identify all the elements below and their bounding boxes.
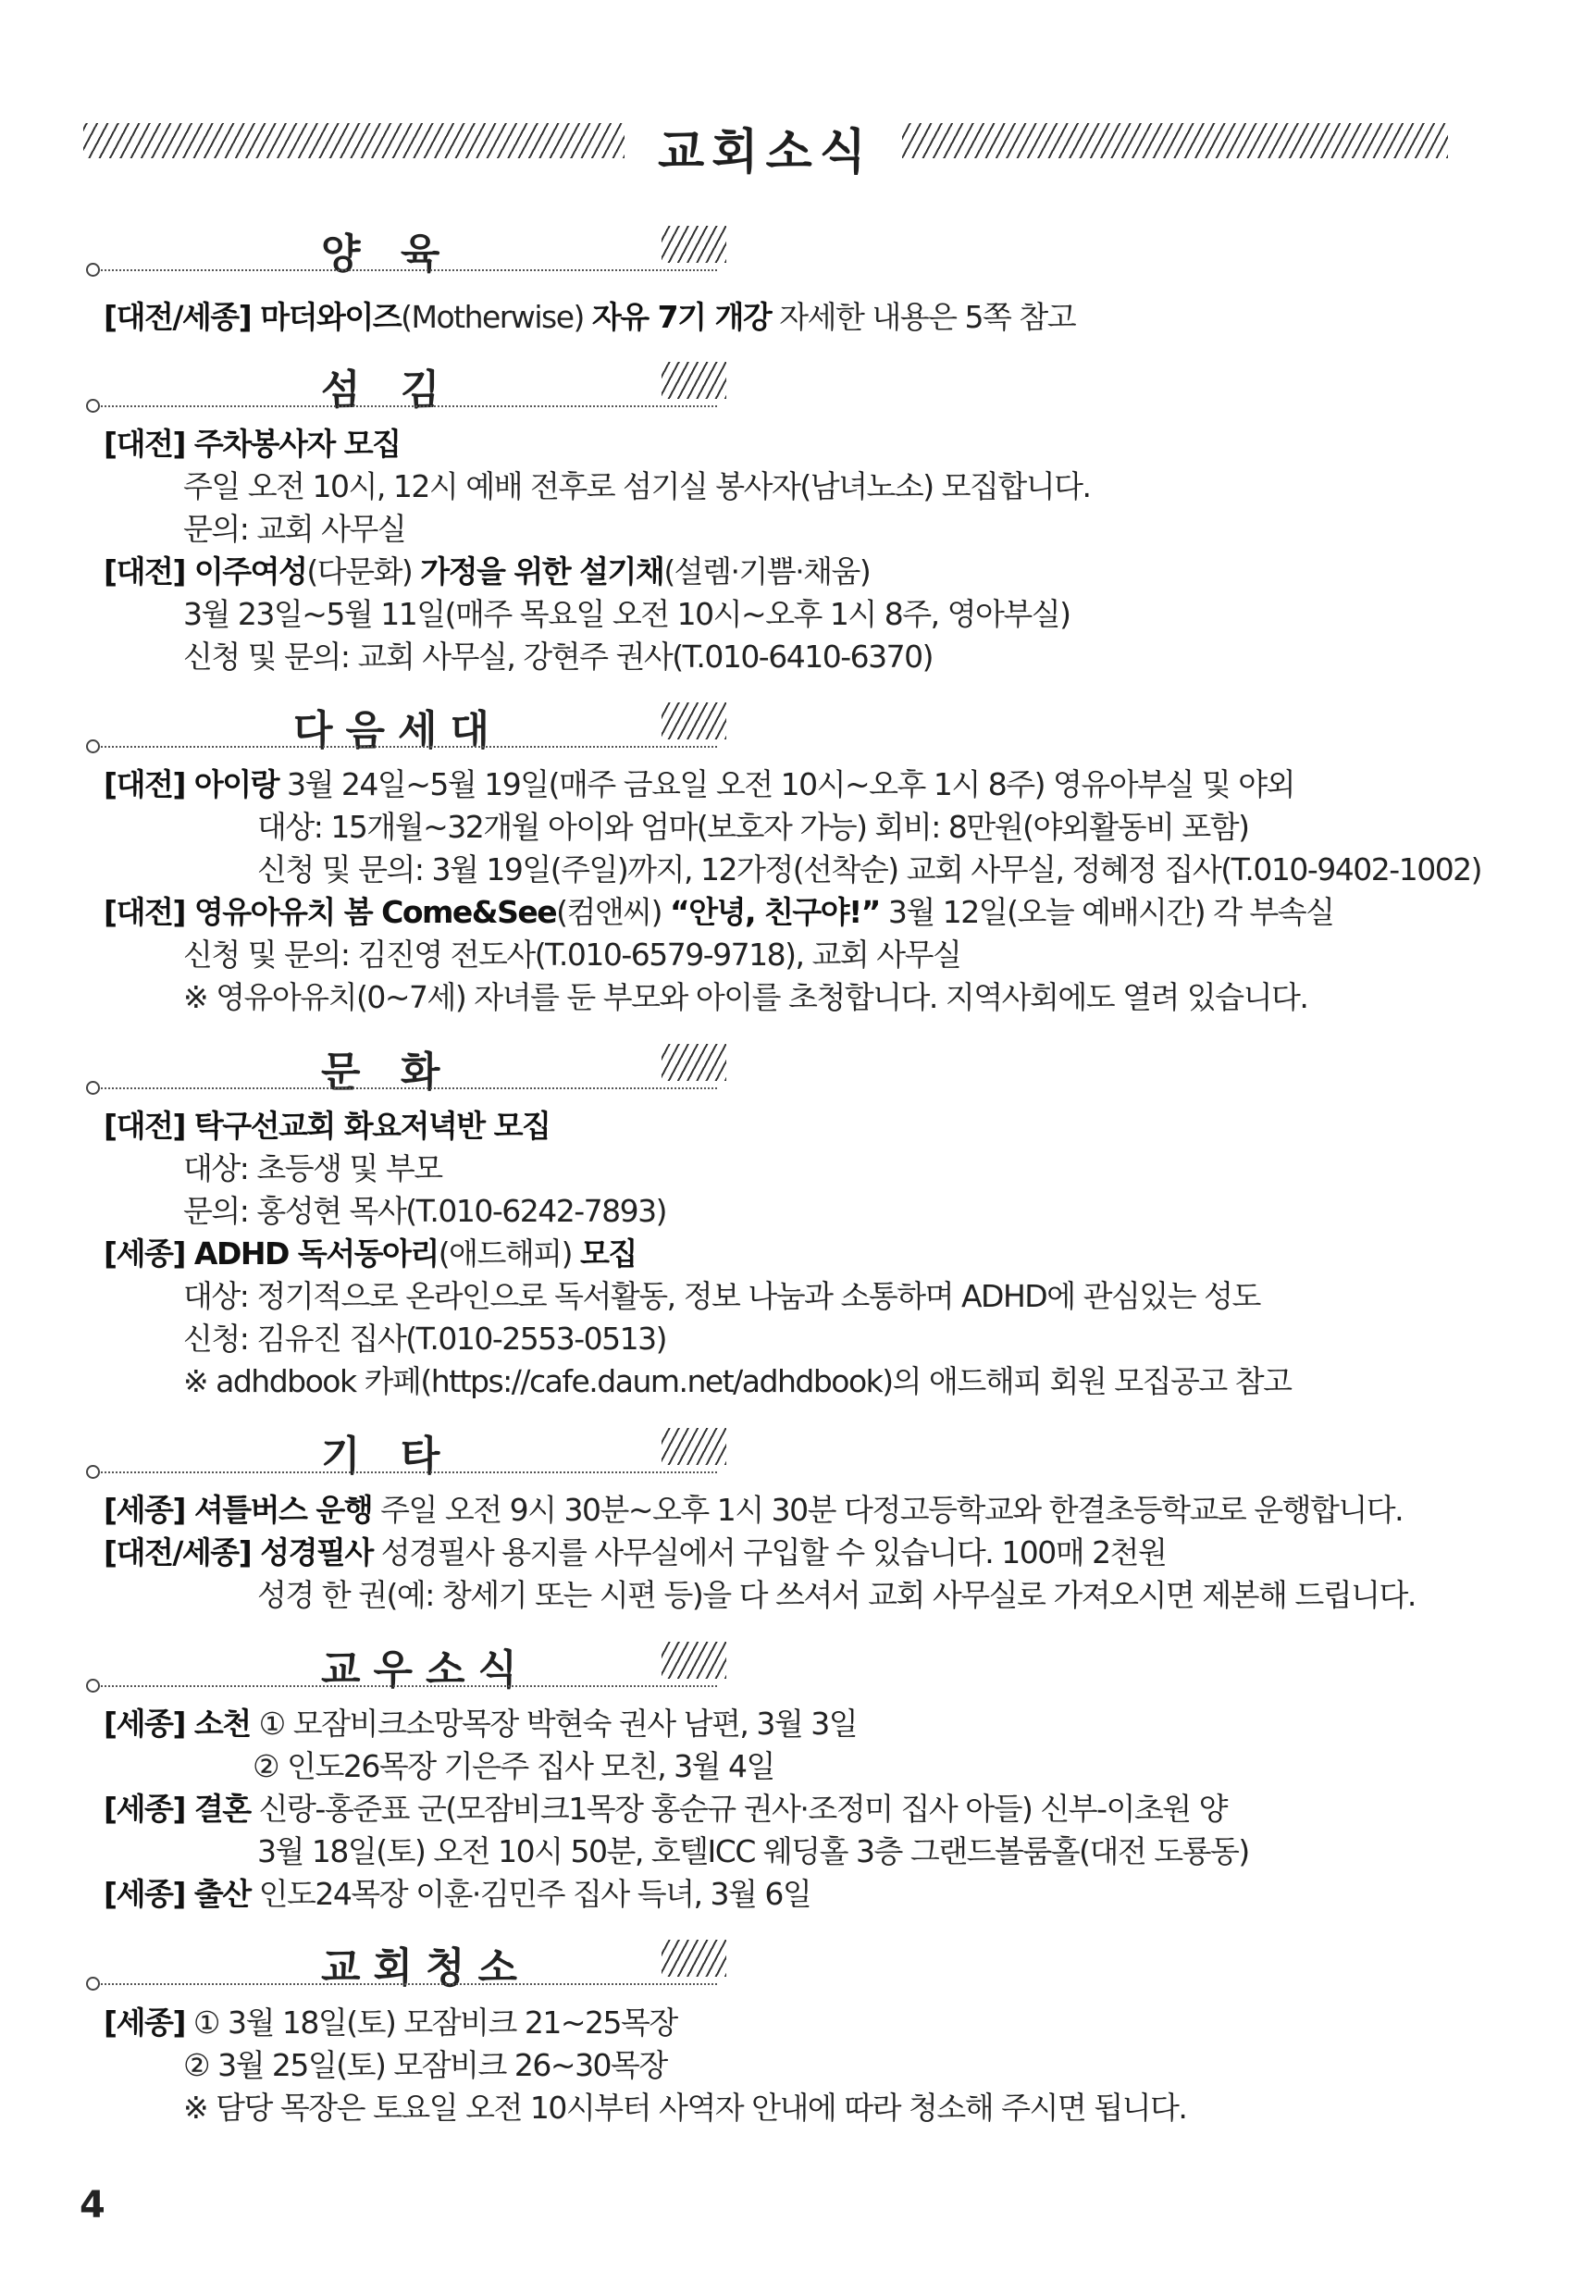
section-title: 교회청소 [321,1944,531,1992]
item-bible: [대전/세종] 성경필사 성경필사 용지를 사무실에서 구입할 수 있습니다. 100매 2천원 [104,1534,1167,1570]
header-hatch-right [902,123,1448,158]
section-title: 다음세대 [293,707,503,754]
section-hatch [662,702,726,739]
item-condolence-line: ② 인도26목장 기은주 집사 모친, 3월 4일 [253,1748,774,1784]
section-rule [97,269,717,271]
page-header [83,109,1448,180]
section-bullet-icon [86,1465,100,1479]
section-header-yangyuk [88,220,717,276]
item-birth: [세종] 출산 인도24목장 이훈·김민주 집사 득녀, 3월 6일 [104,1876,811,1912]
item-adhd-line: 신청: 김유진 집사(T.010-2553-0513) [183,1321,666,1357]
section-header-members [88,1636,717,1692]
section-title: 기 타 [321,1433,453,1480]
section-rule [97,1685,717,1687]
section-title: 양 육 [321,230,453,278]
item-wedding-line: 3월 18일(토) 오전 10시 50분, 호텔ICC 웨딩홀 3층 그랜드볼룸홀(대전 도룡동) [257,1833,1249,1869]
item-comesee: [대전] 영유아유치 봄 Come&See(컴앤씨) “안녕, 친구야!” 3월 12일(오늘 예배시간) 각 부속실 [104,894,1334,930]
section-hatch [662,226,726,263]
section-hatch [662,362,726,399]
item-pingpong-title: [대전] 탁구선교회 화요저녁반 모집 [104,1108,551,1144]
section-bullet-icon [86,1679,100,1693]
item-airang-line: 대상: 15개월~32개월 아이와 엄마(보호자 가능) 회비: 8만원(야외활동비 포함) [257,809,1249,845]
page-number: 4 [80,2184,105,2227]
section-title: 섬 김 [321,366,453,414]
item-wedding: [세종] 결혼 신랑-홍준표 군(모잠비크1목장 홍순규 권사·조정미 집사 아들) 신부-이초원 양 [104,1791,1227,1827]
section-rule [97,1983,717,1985]
item-condolence: [세종] 소천 ① 모잠비크소망목장 박현숙 권사 남편, 3월 3일 [104,1706,858,1742]
item-pingpong-line: 대상: 초등생 및 부모 [183,1150,442,1186]
item-airang-line: 신청 및 문의: 3월 19일(주일)까지, 12가정(선착순) 교회 사무실, 정혜정 집사(T.010-9402-1002) [257,851,1482,887]
section-bullet-icon [86,263,100,277]
section-title: 교우소식 [321,1646,531,1694]
section-bullet-icon [86,399,100,413]
section-bullet-icon [86,1977,100,1991]
item-comesee-line: 신청 및 문의: 김진영 전도사(T.010-6579-9718), 교회 사무실 [183,937,961,973]
section-header-cleaning [88,1934,717,1990]
page-title: 교회소식 [658,125,873,180]
item-migrant-title: [대전] 이주여성(다문화) 가정을 위한 설기채(설렘·기쁨·채움) [104,553,871,590]
section-bullet-icon [86,739,100,753]
section-bullet-icon [86,1081,100,1095]
section-hatch [662,1044,726,1081]
section-header-culture [88,1038,717,1094]
item-parking-line: 문의: 교회 사무실 [183,511,406,547]
item-adhd-line: ※ adhdbook 카페(https://cafe.daum.net/adhdbook)의 애드해피 회원 모집공고 참고 [183,1363,1292,1399]
item-parking-line: 주일 오전 10시, 12시 예배 전후로 섬기실 봉사자(남녀노소) 모집합니다. [183,468,1091,504]
section-header-etc [88,1422,717,1478]
item-airang: [대전] 아이랑 3월 24일~5월 19일(매주 금요일 오전 10시~오후 1시 8주) 영유아부실 및 야외 [104,766,1295,802]
item-cleaning: [세종] ① 3월 18일(토) 모잠비크 21~25목장 [104,2004,677,2041]
section-header-nextgen [88,697,717,752]
section-rule [97,405,717,407]
item-cleaning-line: ② 3월 25일(토) 모잠비크 26~30목장 [183,2047,667,2083]
item-bible-line: 성경 한 권(예: 창세기 또는 시편 등)을 다 쓰셔서 교회 사무실로 가져오시면 제본해 드립니다. [257,1577,1416,1613]
section-rule [97,746,717,748]
section-rule [97,1471,717,1473]
item-migrant-line: 3월 23일~5월 11일(매주 목요일 오전 10시~오후 1시 8주, 영아부실) [183,596,1070,632]
section-hatch [662,1428,726,1465]
item-comesee-line: ※ 영유아유치(0~7세) 자녀를 둔 부모와 아이를 초청합니다. 지역사회에도 열려 있습니다. [183,979,1308,1015]
item-adhd-line: 대상: 정기적으로 온라인으로 독서활동, 정보 나눔과 소통하며 ADHD에 관심있는 성도 [183,1278,1260,1314]
section-header-seomgim [88,356,717,412]
item-adhd-title: [세종] ADHD 독서동아리(애드해피) 모집 [104,1235,637,1272]
item-motherwise: [대전/세종] 마더와이즈(Motherwise) 자유 7기 개강 자세한 내용은 5쪽 참고 [104,299,1076,335]
item-pingpong-line: 문의: 홍성현 목사(T.010-6242-7893) [183,1193,666,1229]
section-hatch [662,1642,726,1679]
item-parking-title: [대전] 주차봉사자 모집 [104,426,401,462]
item-cleaning-line: ※ 담당 목장은 토요일 오전 10시부터 사역자 안내에 따라 청소해 주시면 됩니다. [183,2090,1187,2126]
item-shuttle: [세종] 셔틀버스 운행 주일 오전 9시 30분~오후 1시 30분 다정고등학교와 한결초등학교로 운행합니다. [104,1492,1404,1528]
section-title: 문 화 [321,1049,453,1096]
item-migrant-line: 신청 및 문의: 교회 사무실, 강현주 권사(T.010-6410-6370) [183,639,933,675]
section-hatch [662,1940,726,1977]
section-rule [97,1087,717,1089]
